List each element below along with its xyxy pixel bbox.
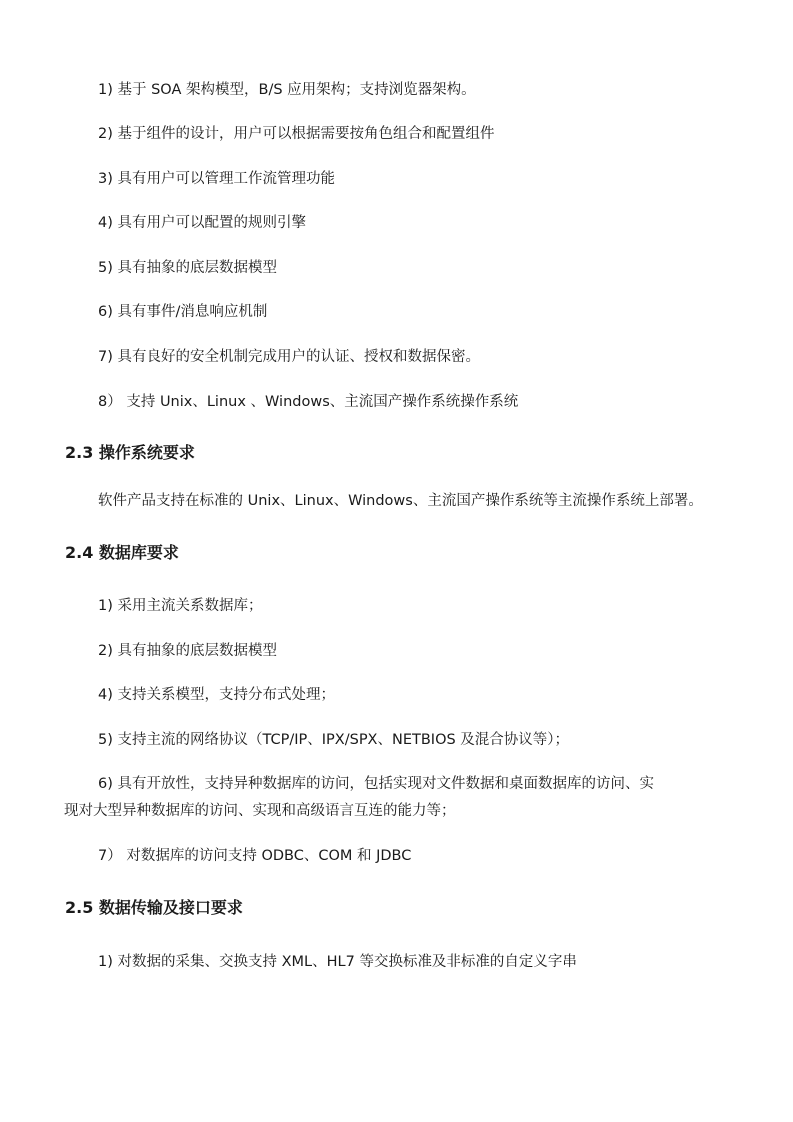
section-heading-2-5: 2.5 数据传输及接口要求	[65, 898, 243, 917]
list-item: 4) 具有用户可以配置的规则引擎	[98, 215, 306, 231]
section-heading-2-4: 2.4 数据库要求	[65, 543, 179, 562]
list-item: 2) 具有抽象的底层数据模型	[98, 643, 277, 659]
list-item-continuation: 现对大型异种数据库的访问、实现和高级语言互连的能力等；	[64, 803, 456, 819]
section-heading-2-3: 2.3 操作系统要求	[65, 443, 195, 462]
list-item: 1) 采用主流关系数据库；	[98, 598, 263, 614]
list-item: 3) 具有用户可以管理工作流管理功能	[98, 171, 335, 187]
list-item: 1) 对数据的采集、交换支持 XML、HL7 等交换标准及非标准的自定义字串	[98, 954, 577, 970]
list-item: 4) 支持关系模型，支持分布式处理；	[98, 687, 335, 703]
list-item: 5) 支持主流的网络协议（TCP/IP、IPX/SPX、NETBIOS 及混合协议等）；	[98, 732, 570, 748]
list-item: 7) 具有良好的安全机制完成用户的认证、授权和数据保密。	[98, 349, 480, 365]
list-item: 8） 支持 Unix、Linux 、Windows、主流国产操作系统操作系统	[98, 394, 519, 410]
list-item: 5) 具有抽象的底层数据模型	[98, 260, 277, 276]
list-item: 6) 具有开放性，支持异种数据库的访问，包括实现对文件数据和桌面数据库的访问、实	[98, 776, 654, 792]
list-item: 6) 具有事件/消息响应机制	[98, 304, 268, 320]
list-item: 7） 对数据库的访问支持 ODBC、COM 和 JDBC	[98, 848, 412, 864]
list-item: 1) 基于 SOA 架构模型，B/S 应用架构；支持浏览器架构。	[98, 82, 476, 98]
section-paragraph: 软件产品支持在标准的 Unix、Linux、Windows、主流国产操作系统等主流操作系统上部署。	[98, 493, 703, 509]
list-item: 2) 基于组件的设计，用户可以根据需要按角色组合和配置组件	[98, 126, 495, 142]
